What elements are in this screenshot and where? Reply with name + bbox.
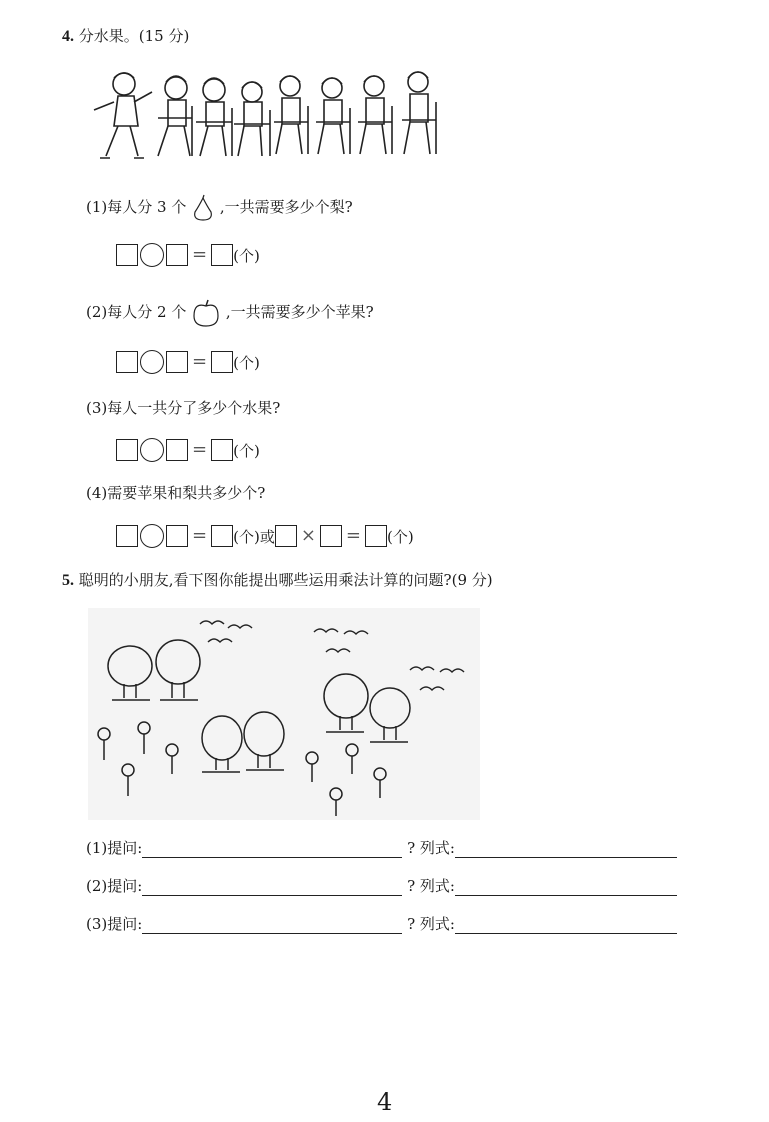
times-sign: ×: [300, 525, 316, 546]
children-sitting-illustration: [84, 66, 444, 170]
child-figure: [196, 78, 232, 156]
q4-sub1-equation: [116, 242, 260, 268]
question-answer-line[interactable]: [142, 877, 402, 896]
formula-label: 列式:: [419, 915, 455, 933]
operator-circle[interactable]: [140, 350, 164, 374]
or-label: 或: [259, 527, 275, 546]
formula-answer-line[interactable]: [455, 839, 677, 858]
child-figure: [158, 76, 192, 156]
equals-sign: =: [192, 525, 208, 546]
q4-title: 分水果。(15 分): [78, 27, 190, 45]
formula-label: 列式:: [419, 877, 455, 895]
formula-answer-line[interactable]: [455, 877, 677, 896]
unit-label: (个): [233, 353, 260, 372]
equals-sign: =: [345, 525, 362, 546]
q4-sub4-equation: [116, 523, 414, 549]
q4-sub1-question: ,一共需要多少个梨?: [219, 198, 353, 216]
q5-number: 5.: [62, 572, 74, 589]
ask-label: (3)提问:: [86, 915, 143, 933]
q5-row-3: [86, 914, 677, 934]
q5-heading: [62, 570, 493, 591]
question-answer-line[interactable]: [142, 915, 402, 934]
ask-label: (2)提问:: [86, 877, 143, 895]
unit-label: (个): [387, 527, 414, 546]
child-figure: [316, 78, 350, 154]
question-answer-line[interactable]: [142, 839, 402, 858]
unit-label: (个): [233, 527, 260, 546]
answer-box[interactable]: [166, 244, 188, 266]
q4-heading: [62, 26, 189, 47]
equals-sign: =: [192, 439, 208, 460]
question-mark: ?: [407, 877, 416, 895]
operator-circle[interactable]: [140, 243, 164, 267]
operator-circle[interactable]: [140, 438, 164, 462]
answer-box[interactable]: [166, 351, 188, 373]
pear-icon: [191, 194, 215, 222]
question-mark: ?: [407, 915, 416, 933]
q5-row-2: [86, 876, 677, 896]
answer-box[interactable]: [116, 351, 138, 373]
child-figure: [402, 72, 436, 154]
q5-row-1: [86, 838, 677, 858]
operator-circle[interactable]: [140, 524, 164, 548]
answer-box[interactable]: [116, 439, 138, 461]
q4-sub2: [86, 298, 374, 328]
q4-sub4-label: (4)需要苹果和梨共多少个?: [86, 484, 266, 502]
answer-box[interactable]: [116, 244, 138, 266]
apple-icon: [191, 298, 221, 328]
answer-box[interactable]: [211, 351, 233, 373]
child-figure: [358, 76, 392, 154]
child-figure: [274, 76, 308, 154]
q4-sub4: [86, 483, 265, 503]
answer-box[interactable]: [275, 525, 297, 547]
child-figure: [234, 82, 270, 156]
q4-number: 4.: [62, 28, 74, 45]
page-number: 4: [377, 1088, 393, 1116]
equals-sign: =: [192, 244, 208, 265]
child-figure: [94, 73, 152, 158]
formula-label: 列式:: [419, 839, 455, 857]
answer-box[interactable]: [211, 244, 233, 266]
q4-sub3-equation: [116, 437, 260, 463]
answer-box[interactable]: [166, 439, 188, 461]
answer-box[interactable]: [166, 525, 188, 547]
q4-sub1: [86, 194, 353, 222]
q4-sub2-question: ,一共需要多少个苹果?: [225, 303, 374, 321]
answer-box[interactable]: [320, 525, 342, 547]
equals-sign: =: [192, 351, 208, 372]
q4-sub2-label: (2)每人分 2 个: [86, 303, 187, 321]
ask-label: (1)提问:: [86, 839, 143, 857]
trees-birds-flowers-illustration: [88, 608, 480, 820]
answer-box[interactable]: [211, 439, 233, 461]
q4-sub2-equation: [116, 349, 260, 375]
q4-sub3-label: (3)每人一共分了多少个水果?: [86, 399, 281, 417]
formula-answer-line[interactable]: [455, 915, 677, 934]
answer-box[interactable]: [211, 525, 233, 547]
answer-box[interactable]: [365, 525, 387, 547]
question-mark: ?: [407, 839, 416, 857]
q4-sub3: [86, 398, 280, 418]
unit-label: (个): [233, 441, 260, 460]
answer-box[interactable]: [116, 525, 138, 547]
q4-sub1-label: (1)每人分 3 个: [86, 198, 187, 216]
unit-label: (个): [233, 246, 260, 265]
q5-title: 聪明的小朋友,看下图你能提出哪些运用乘法计算的问题?(9 分): [78, 571, 493, 589]
